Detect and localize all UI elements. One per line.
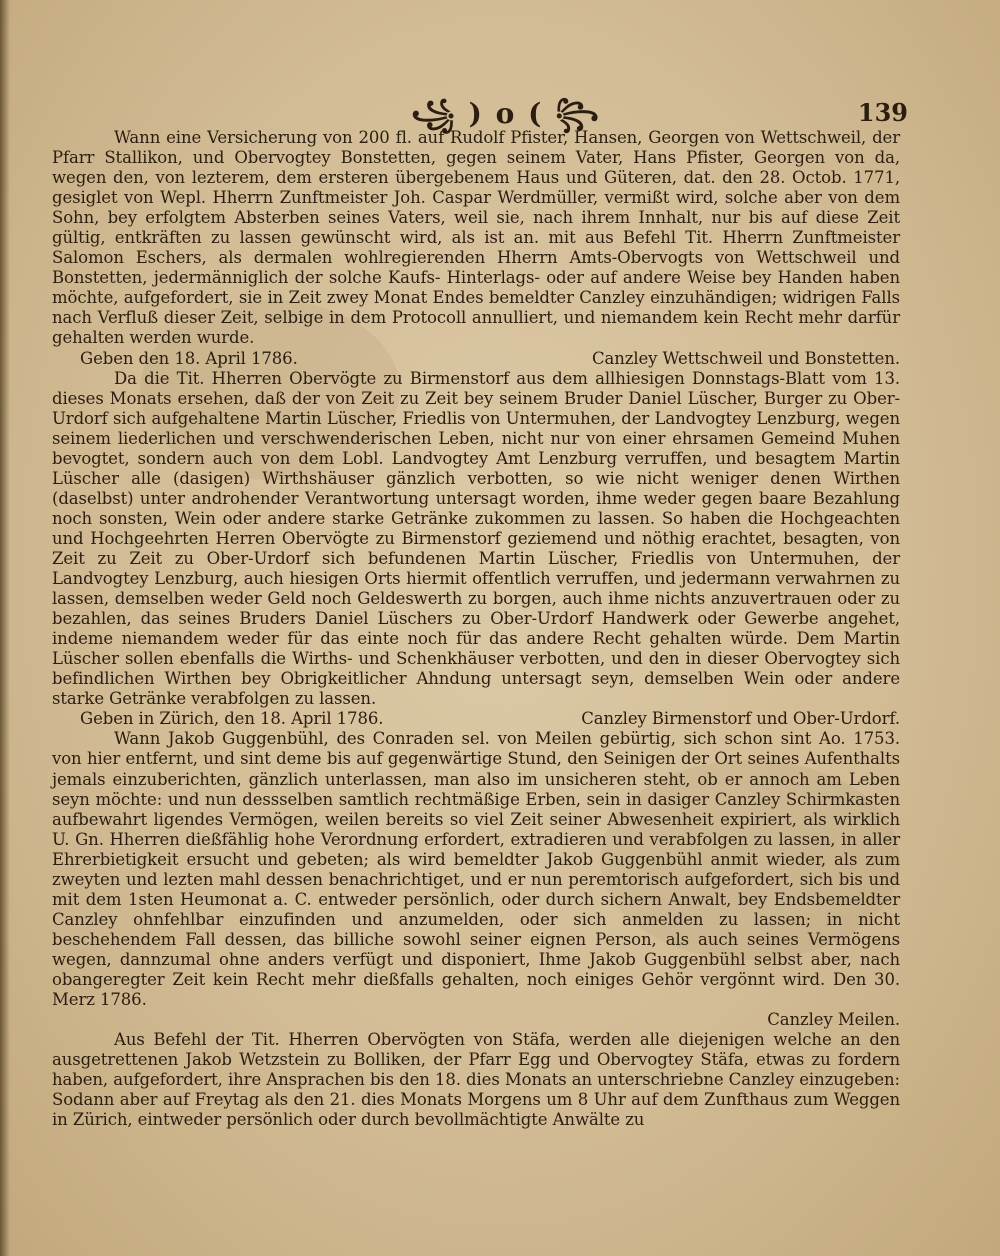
page-header (0, 88, 1000, 128)
page-number: 139 (857, 98, 908, 127)
header-ornament: ꧁ ) o ( ꧂ (411, 97, 601, 130)
page-edge-shadow (0, 0, 10, 1256)
notice-text (52, 729, 900, 1010)
notice-body: Wann Jakob Guggenbühl, des Conraden sel. von Meilen gebürtig, sich schon sint Ao. 1753. von hier entfernt, und sint deme bis auf gegenwärtige Stund, den Seinigen der Ort seines Aufenthalts jemals einzuberichten, gänzlich unterlassen, man also im unsicheren steht, ob er annoch am Leben seyn möchte: und nun dessselben samtlich rechtmäßige Erben, sein in dasiger Canzley Schirmkasten aufbewahrt ligendes Vermögen, weilen bereits so viel Zeit seiner Abwesenheit expiriert, als wirklich U. Gn. Hherren dießfählig hohe Verordnung erfordert, extradieren und verabfolgen zu lassen, in aller Ehrerbietigkeit ersucht und gebeten; als wird bemeldter Jakob Guggenbühl anmit wieder, als zum zweyten und lezten mahl dessen benachrichtiget, und er nun peremtorisch aufgefordert, sich bis und mit dem 1sten Heumonat a. C. entweder persönlich, oder durch sichern Anwalt, bey Endsbemeldter Canzley ohnfehlbar einzufinden und anzumelden, oder sich anmelden zu lassen; in nicht beschehendem Fall dessen, das billiche sowohl seiner eignen Person, als auch seines Vermögens wegen, dannzumal ohne anders verfügt und disponiert, Ihme Jakob Guggenbühl selbst aber, nach obangeregter Zeit kein Recht mehr dießfalls gehalten, noch einiges Gehör vergönnt wird. (52, 729, 900, 989)
notice-footer (52, 709, 900, 729)
notice-date: Geben in Zürich, den 18. April 1786. (80, 709, 384, 729)
notice-staefa (52, 1030, 900, 1130)
notice-text: Wann eine Versicherung von 200 fl. auf Rudolf Pfister, Hansen, Georgen von Wettschweil, der Pfarr Stallikon, und Obervogtey Bonstetten, gegen seinem Vater, Hans Pfister, Georgen von da, wegen den, von lezterem, dem ersteren übergebenem Haus und Güteren, dat. den 28. Octob. 1771, gesiglet von Wepl. Hherrn Zunftmeister Joh. Caspar Werdmüller, vermißt wird, solche aber von dem Sohn, bey erfolgtem Absterben seines Vaters, weil sie, nach ihrem Innhalt, nur bis auf diese Zeit gültig, entkräften zu lassen gewünscht wird, als ist an. mit aus Befehl Tit. Hherrn Zunftmeister Salomon Eschers, als dermalen wohlregierenden Hherrn Amts-Obervogts von Wettschweil und Bonstetten, jedermänniglich der solche Kaufs- Hinterlags- oder auf andere Weise bey Handen haben möchte, aufgefordert, sie in Zeit zwey Monat Endes bemeldter Canzley einzuhändigen; widrigen Falls nach Verfluß dieser Zeit, selbige in dem Protocoll annulliert, und niemandem kein Recht mehr darfür gehalten werden wurde. (52, 128, 900, 348)
notice-text: Da die Tit. Hherren Obervögte zu Birmenstorf aus dem allhiesigen Donnstags-Blatt vom 13. dieses Monats ersehen, daß der von Zeit zu Zeit bey seinem Bruder Daniel Lüscher, Burger zu Ober-Urdorf sich aufgehaltene Martin Lüscher, Friedlis von Untermuhen, der Landvogtey Lenzburg, wegen seinem liederlichen und verschwenderischen Leben, nicht nur von einer ehrsamen Gemeind Muhen bevogtet, sondern auch von dem Lobl. Landvogtey Amt Lenzburg verruffen, und besagtem Martin Lüscher alle (dasigen) Wirthshäuser gänzlich verbotten, so wie nicht weniger denen Wirthen (daselbst) unter androhender Verantwortung untersagt worden, ihme weder gegen baare Bezahlung noch sonsten, Wein oder andere starke Getränke zukommen zu lassen. So haben die Hochgeachten und Hochgeehrten Herren Obervögte zu Birmenstorf geziemend und nöthig erachtet, besagten, von Zeit zu Zeit zu Ober-Urdorf sich befundenen Martin Lüscher, Friedlis von Untermuhen, der Landvogtey Lenzburg, auch hiesigen Orts hiermit offentlich verruffen, und jedermann verwahrnen zu lassen, demselben weder Geld noch Geldeswerth zu borgen, auch ihme nichts anzuvertrauen oder zu bezahlen, das seines Bruders Daniel Lüschers zu Ober-Urdorf Handwerk oder Gewerbe angehet, indeme niemandem weder für das einte noch für das andere Recht gehalten würde. Dem Martin Lüscher sollen ebenfalls die Wirths- und Schenkhäuser verbotten, und den in dieser Obervogtey sich befindlichen Wirthen bey Obrigkeitlicher Ahndung untersagt seyn, demselben Wein oder andere starke Getränke verabfolgen zu lassen. (52, 368, 900, 709)
notice-signature: Canzley Wettschweil und Bonstetten. (591, 348, 900, 368)
notice-wettschweil (52, 128, 900, 369)
notice-meilen (52, 729, 900, 1030)
notice-text: Aus Befehl der Tit. Hherren Obervögten von Stäfa, werden alle diejenigen welche an den ausgetrettenen Jakob Wetzstein zu Bolliken, der Pfarr Egg und Obervogtey Stäfa, etwas zu fordern haben, aufgefordert, ihre Ansprachen bis den 18. dies Monats an unterschriebne Canzley einzugeben: Sodann aber auf Freytag als den 21. dies Monats Morgens um 8 Uhr auf dem Zunfthaus zum Weggen in Zürich, eintweder persönlich oder durch bevollmächtigte Anwälte zu (52, 1030, 900, 1130)
notice-signature: Canzley Birmenstorf und Ober-Urdorf. (581, 709, 900, 729)
notice-date: Geben den 18. April 1786. (80, 348, 298, 368)
notice-date: Den 30. Merz 1786. (52, 969, 900, 1010)
article-body (52, 128, 900, 1130)
notice-footer (52, 1010, 900, 1030)
notice-birmensdorf (52, 369, 900, 730)
notice-footer (52, 349, 900, 369)
notice-signature: Canzley Meilen. (767, 1010, 900, 1030)
